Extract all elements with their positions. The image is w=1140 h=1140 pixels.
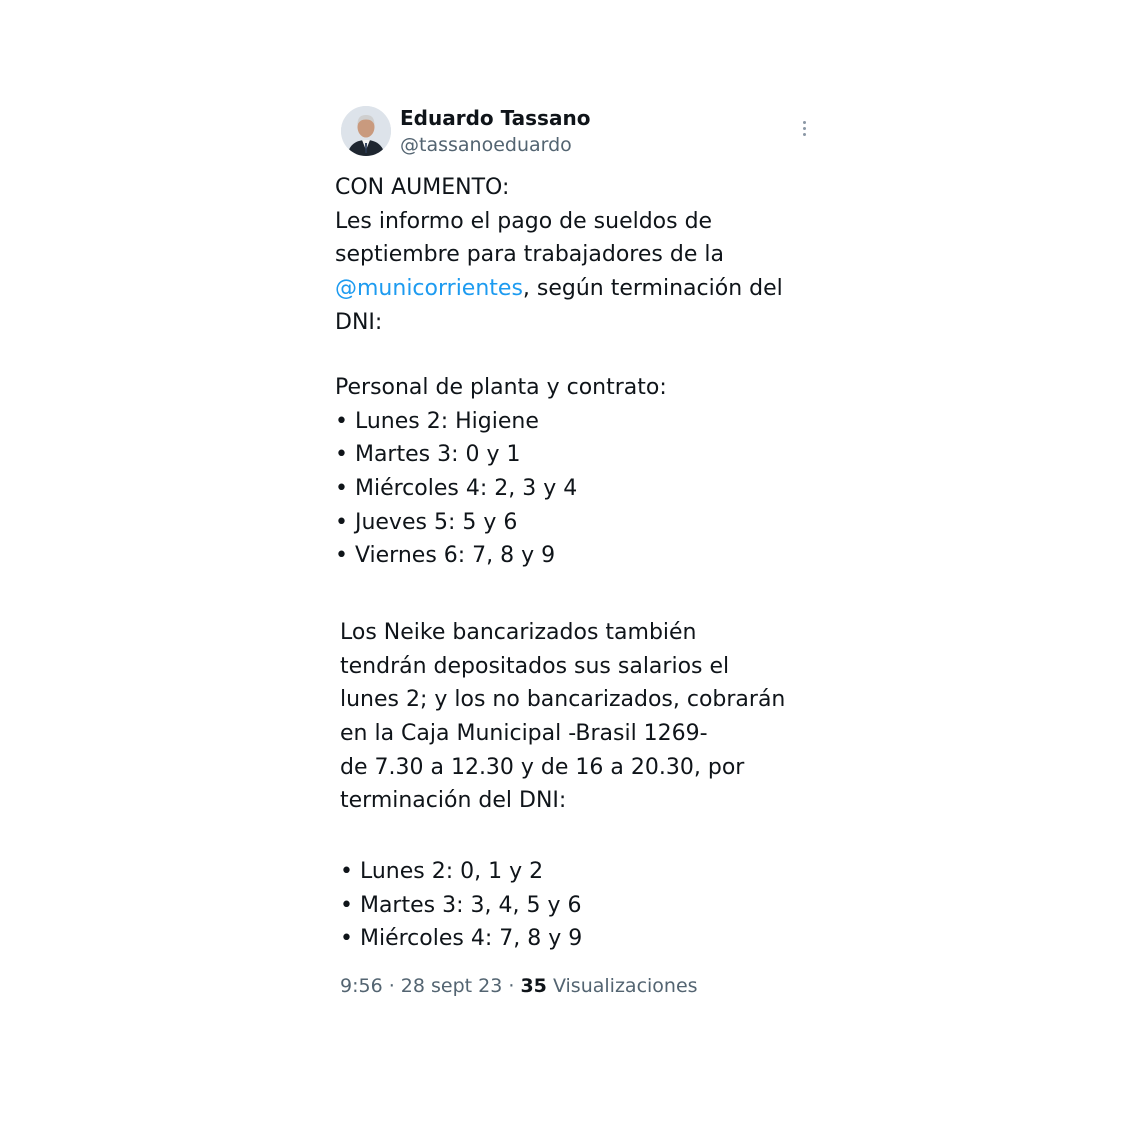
author-handle[interactable]: @tassanoeduardo [400,134,572,156]
tweet-line: de 7.30 a 12.30 y de 16 a 20.30, por [340,754,745,780]
tweet-date[interactable]: 28 sept 23 [400,975,503,997]
tweet-line: septiembre para trabajadores de la [335,242,724,268]
planta-section [335,371,835,573]
mention-link[interactable]: @municorrientes [335,276,523,302]
tweet-intro [335,171,835,339]
tweet-card [335,100,835,997]
tweet-line: Les informo el pago de sueldos de [335,208,713,234]
list-item: • Martes 3: 3, 4, 5 y 6 [340,892,582,918]
tweet-meta [340,972,698,1000]
section-heading: Personal de planta y contrato: [335,375,667,400]
list-item: • Miércoles 4: 7, 8 y 9 [340,926,583,952]
neike-schedule [340,855,840,956]
avatar-image [341,106,391,156]
tweet-line: DNI: [335,309,383,335]
tweet-line: terminación del DNI: [340,788,567,814]
list-item: • Miércoles 4: 2, 3 y 4 [335,476,578,502]
views-label[interactable]: Visualizaciones [552,975,698,997]
views-count: 35 [520,975,547,997]
tweet-line-rest: , según terminación del [522,276,783,302]
avatar[interactable] [341,106,391,156]
neike-section [340,616,840,818]
list-item: • Viernes 6: 7, 8 y 9 [335,543,556,569]
list-item: • Lunes 2: 0, 1 y 2 [340,859,544,884]
tweet-line: en la Caja Municipal -Brasil 1269- [340,721,708,747]
tweet-line: tendrán depositados sus salarios el [340,653,730,679]
tweet-line: Los Neike bancarizados también [340,620,697,645]
tweet-header [335,100,835,162]
tweet-line: CON AUMENTO: [335,175,510,200]
meta-separator: · [382,975,401,997]
list-item: • Martes 3: 0 y 1 [335,442,521,468]
meta-separator: · [502,975,521,997]
list-item: • Jueves 5: 5 y 6 [335,509,518,535]
tweet-line: lunes 2; y los no bancarizados, cobrarán [340,687,786,713]
author-name[interactable]: Eduardo Tassano [400,106,591,130]
more-options-icon[interactable] [798,118,812,140]
list-item: • Lunes 2: Higiene [335,408,539,434]
tweet-time[interactable]: 9:56 [340,975,383,997]
tweet-line [335,272,835,306]
